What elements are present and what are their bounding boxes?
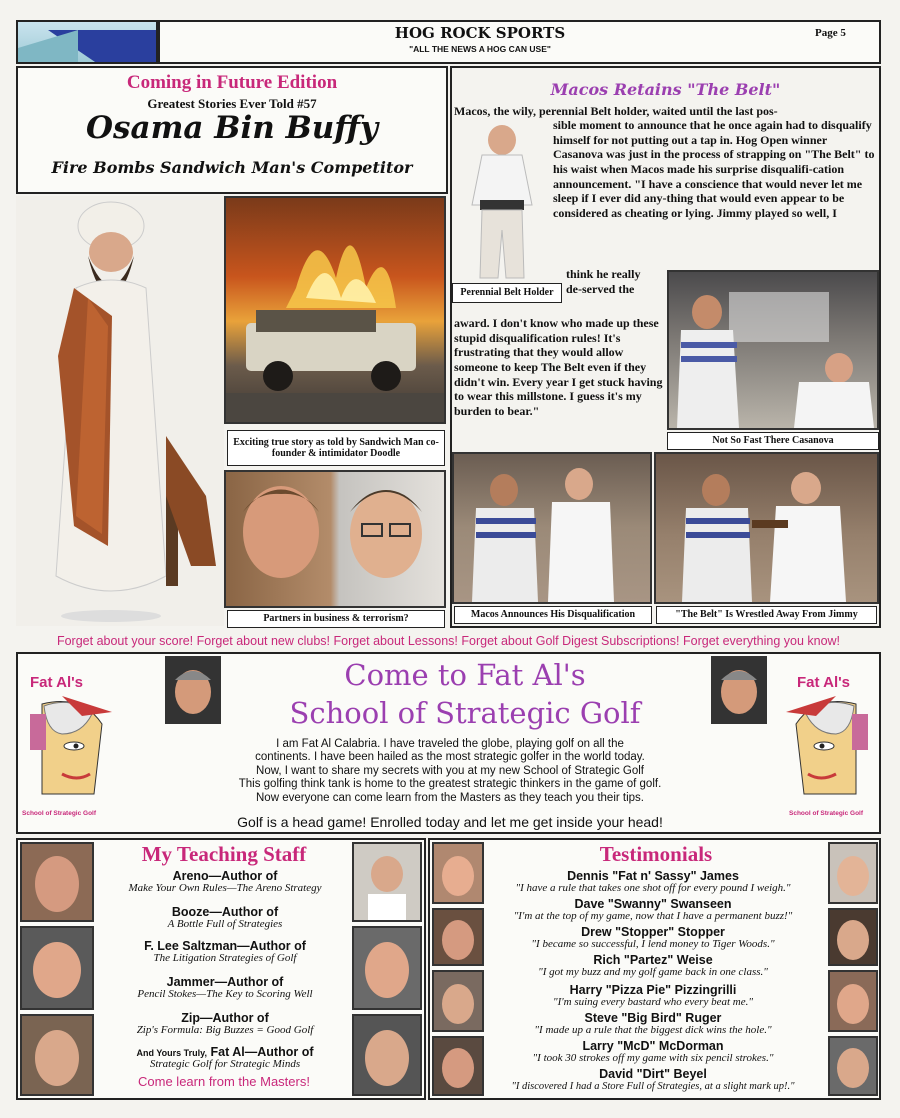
school-closing: Golf is a head game! Enrolled today and let me get inside your head! xyxy=(237,814,663,830)
fat-al-portrait-left xyxy=(165,656,221,724)
school-line: Now everyone can come learn from the Masters as they teach you their tips. xyxy=(256,791,644,804)
school-headline-2: School of Strategic Golf xyxy=(289,696,641,730)
staff-photo-6 xyxy=(352,1014,422,1096)
testimonial-entry-8 xyxy=(448,1068,858,1092)
staff-photo-2 xyxy=(20,926,94,1010)
announce-caption: Macos Announces His Disqualification xyxy=(454,606,652,624)
testimonial-name: Larry "McD" McDorman xyxy=(582,1039,724,1053)
school-line: I am Fat Al Calabria. I have traveled the globe, playing golf on all the xyxy=(276,738,624,750)
staff-book: Pencil Stokes—The Key to Scoring Well xyxy=(137,988,313,1001)
testimonial-quote: "I got my buzz and my golf game back in one class." xyxy=(538,966,768,979)
partners-caption: Partners in business & terrorism? xyxy=(227,610,445,628)
staff-entry-1 xyxy=(100,870,350,895)
masthead-tagline: "ALL THE NEWS A HOG CAN USE" xyxy=(409,44,551,54)
robed-figure-photo xyxy=(16,196,224,626)
feature-coming: Coming in Future Edition xyxy=(126,72,338,93)
belt-title: Macos Retains "The Belt" xyxy=(550,80,781,99)
testimonial-quote: "I took 30 strokes off my game with six pencil strokes." xyxy=(532,1052,774,1065)
story-caption: Exciting true story as told by Sandwich Man co-founder & intimidator Doodle xyxy=(227,430,445,466)
testimonial-quote: "I made up a rule that the biggest dick wins the hole." xyxy=(534,1024,772,1037)
masthead-logo xyxy=(16,20,158,64)
testimonial-quote: "I have a rule that takes one shot off for every pound I weigh." xyxy=(515,882,791,895)
forget-banner: Forget about your score! Forget about new clubs! Forget about Lessons! Forget about Golf Digest Subscriptions! Forget everything you know! xyxy=(56,634,841,648)
fat-al-portrait-right xyxy=(711,656,767,724)
casanova-caption: Not So Fast There Casanova xyxy=(667,432,879,450)
partners-photo xyxy=(224,470,446,608)
school-line: continents. I have been hailed as the most strategic golfer in the world today. xyxy=(255,751,645,764)
wrestled-photo xyxy=(654,452,879,604)
staff-name: F. Lee Saltzman—Author of xyxy=(144,939,306,953)
testimonial-entry-1 xyxy=(458,870,848,895)
testimonial-entry-6 xyxy=(458,1012,848,1037)
staff-name: Zip—Author of xyxy=(181,1011,269,1025)
testimonial-entry-3 xyxy=(458,926,848,951)
page-number: Page 5 xyxy=(815,27,846,39)
wrestled-caption: "The Belt" Is Wrestled Away From Jimmy xyxy=(656,606,877,624)
testimonial-name: David "Dirt" Beyel xyxy=(599,1067,707,1081)
announce-photo xyxy=(452,452,652,604)
school-body xyxy=(180,738,720,805)
belt-col1: sible moment to announce that he once again had to disqualify himself for not putting out a tap in. Hog Open winner Casanova was just in the process of strapping on "The Belt" to his waist when Macos made his surprise disqualifi-cation announcement. "I have a conscience that would never let me sleep if I ever did any-thing that would even appear to be considered as cheating or lying. Jimmy played so well, I xyxy=(553,118,875,220)
feature-series: Greatest Stories Ever Told #57 xyxy=(147,96,317,111)
testimonial-name: Steve "Big Bird" Ruger xyxy=(584,1011,722,1025)
feature-subtitle: Fire Bombs Sandwich Man's Competitor xyxy=(51,158,413,177)
staff-photo-1 xyxy=(20,842,94,922)
staff-cta: Come learn from the Masters! xyxy=(138,1074,310,1089)
testimonial-quote: "I'm at the top of my game, now that I have a permanent buzz!" xyxy=(513,910,793,923)
staff-book: A Bottle Full of Strategies xyxy=(167,918,283,931)
belt-col2: think he really de-served the xyxy=(566,267,641,296)
staff-book: The Litigation Strategies of Golf xyxy=(153,952,297,965)
staff-entry-6 xyxy=(100,1046,350,1071)
fat-als-brand-left: Fat Al's xyxy=(30,674,84,691)
staff-photo-5 xyxy=(352,926,422,1010)
testimonial-entry-7 xyxy=(458,1040,848,1065)
belt-col3: award. I don't know who made up these stupid disqualification rules! It's frustrating that they would allow someone to keep The Belt even if they didn't win. Every year I get stuck having to wear this millstone. I guess it's my burden to bear." xyxy=(454,316,663,418)
testimonial-name: Harry "Pizza Pie" Pizzingrilli xyxy=(569,983,737,997)
yours-truly: And Yours Truly, xyxy=(136,1048,208,1058)
staff-name: Areno—Author of xyxy=(172,869,278,883)
testimonial-name: Dennis "Fat n' Sassy" James xyxy=(567,869,739,883)
school-line: This golfing think tank is home to the greatest strategic thinkers in the game of golf. xyxy=(238,778,662,791)
staff-book: Make Your Own Rules—The Areno Strategy xyxy=(128,882,322,895)
testimonials-title: Testimonials xyxy=(599,842,713,866)
staff-photo-3 xyxy=(20,1014,94,1096)
staff-entry-3 xyxy=(100,940,350,965)
staff-book: Strategic Golf for Strategic Minds xyxy=(149,1058,301,1071)
staff-photo-4 xyxy=(352,842,422,922)
testimonial-entry-4 xyxy=(458,954,848,979)
testimonial-quote: "I discovered I had a Store Full of Strategies, at a slight mark up!." xyxy=(511,1081,795,1093)
staff-entry-2 xyxy=(100,906,350,931)
belt-holder-photo xyxy=(452,120,550,280)
masthead-title: HOG ROCK SPORTS xyxy=(394,24,566,42)
school-sub-right: School of Strategic Golf xyxy=(789,810,864,817)
staff-name: Jammer—Author of xyxy=(166,975,284,989)
school-sub-left: School of Strategic Golf xyxy=(22,810,97,817)
testimonial-name: Dave "Swanny" Swanseen xyxy=(574,897,732,911)
testimonial-entry-2 xyxy=(458,898,848,923)
head-logo-right xyxy=(784,694,876,802)
testimonial-entry-5 xyxy=(458,984,848,1009)
fat-als-brand-right: Fat Al's xyxy=(797,674,851,691)
testimonial-name: Rich "Partez" Weise xyxy=(593,953,713,967)
staff-name: Booze—Author of xyxy=(171,905,279,919)
staff-book: Zip's Formula: Big Buzzes = Good Golf xyxy=(136,1024,314,1037)
school-headline-1: Come to Fat Al's xyxy=(344,658,586,692)
casanova-photo xyxy=(667,270,879,430)
school-line: Now, I want to share my secrets with you at my new School of Strategic Golf xyxy=(256,764,644,777)
staff-entry-4 xyxy=(100,976,350,1001)
testimonial-name: Drew "Stopper" Stopper xyxy=(581,925,725,939)
testimonial-quote: "I'm suing every bastard who every beat me." xyxy=(553,996,753,1009)
testimonial-quote: "I became so successful, I lend money to Tiger Woods." xyxy=(531,938,775,951)
staff-entry-5 xyxy=(100,1012,350,1037)
burning-car-photo xyxy=(224,196,446,424)
head-logo-left xyxy=(22,694,114,802)
feature-name: Osama Bin Buffy xyxy=(86,110,378,146)
staff-title: My Teaching Staff xyxy=(141,842,307,866)
belt-holder-caption: Perennial Belt Holder xyxy=(452,283,562,303)
belt-intro: Macos, the wily, perennial Belt holder, waited until the last pos- xyxy=(454,104,778,118)
staff-name-text: Fat Al—Author of xyxy=(210,1045,314,1059)
